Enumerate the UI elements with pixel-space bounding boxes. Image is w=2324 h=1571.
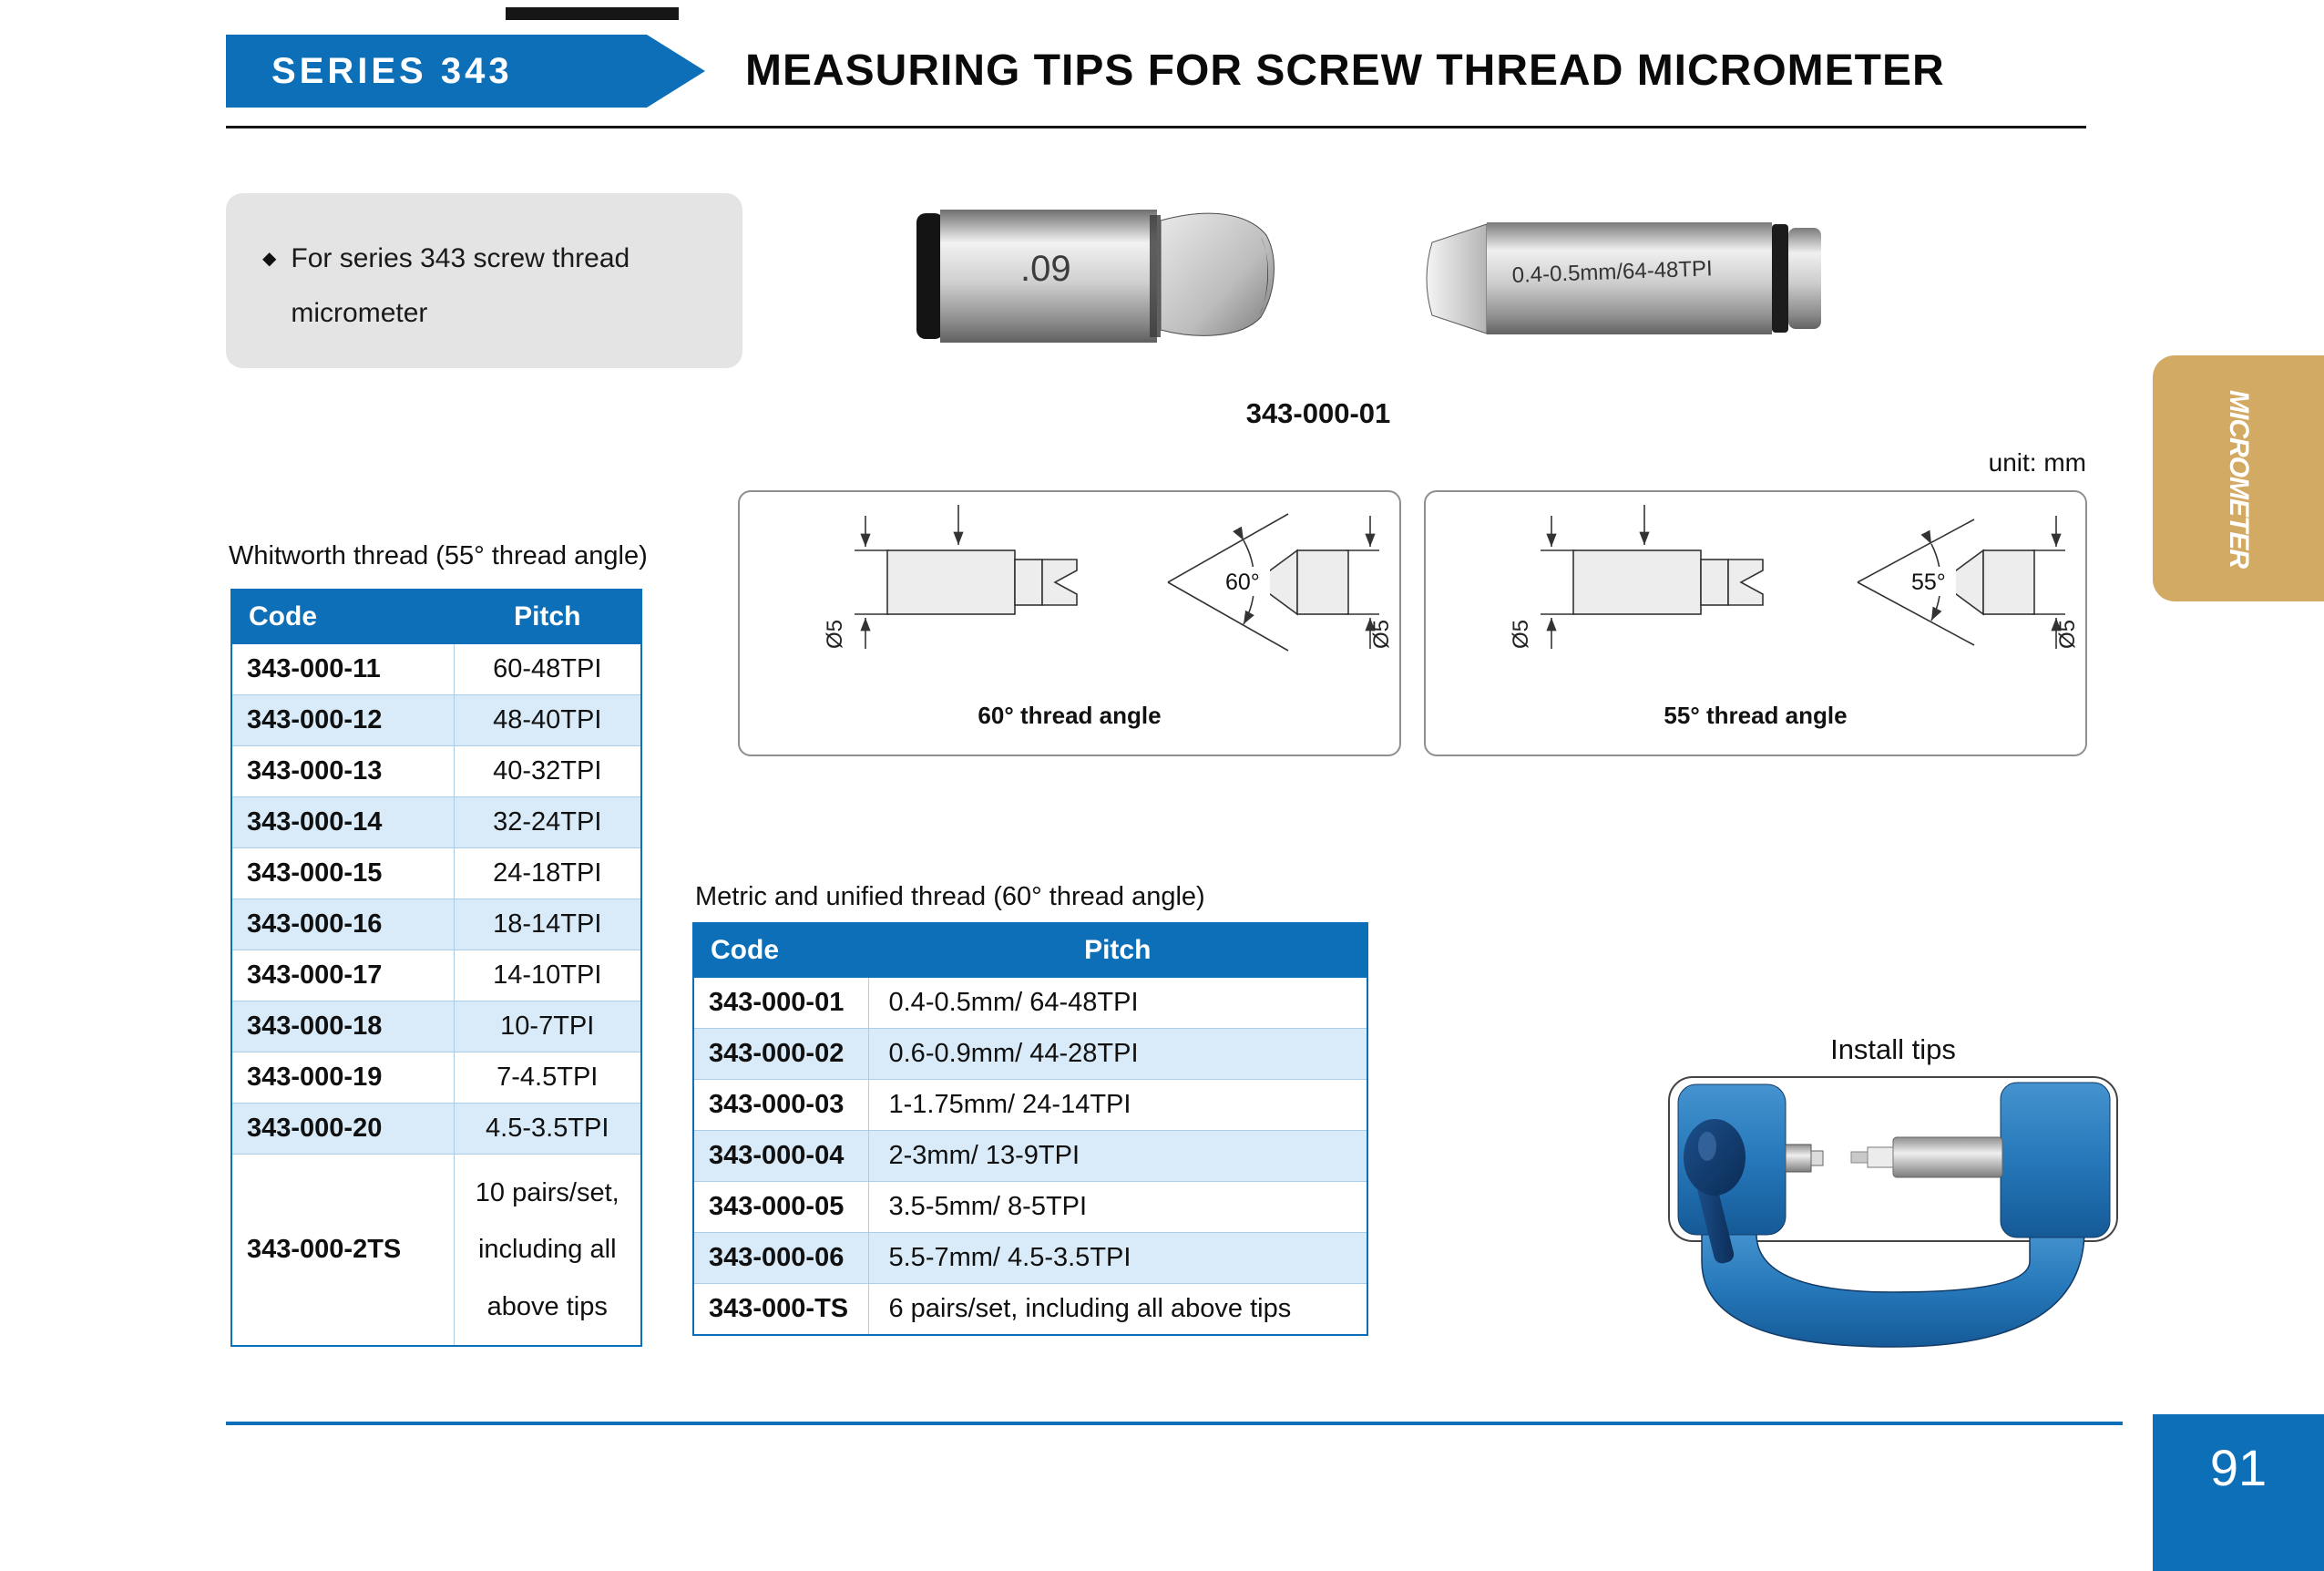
table-header-row (231, 590, 641, 644)
pitch-cell: 0.4-0.5mm/ 64-48TPI (868, 978, 1367, 1029)
micrometer-frame (1702, 1230, 2084, 1347)
tip-marking: .09 (1020, 249, 1071, 289)
diagram-caption: 60° thread angle (978, 702, 1162, 729)
pitch-cell: 3.5-5mm/ 8-5TPI (868, 1182, 1367, 1233)
table-row (231, 848, 641, 899)
code-cell: 343-000-2TS (231, 1155, 454, 1347)
table-row (231, 797, 641, 848)
spindle-tip (1868, 1147, 1893, 1167)
series-badge-arrow (647, 35, 705, 108)
whitworth-table-heading: Whitworth thread (55° thread angle) (229, 541, 648, 570)
page-title: MEASURING TIPS FOR SCREW THREAD MICROMETER (745, 46, 1945, 95)
pitch-cell: 5.5-7mm/ 4.5-3.5TPI (868, 1233, 1367, 1284)
table-row (693, 1029, 1367, 1080)
column-header: Code (693, 923, 868, 978)
table-row (693, 1131, 1367, 1182)
tip-end-cap (916, 213, 944, 339)
diagram-60-thread-angle (738, 490, 1401, 756)
diagram-tip-side-view (1573, 550, 1701, 614)
table-row (231, 1104, 641, 1155)
code-cell: 343-000-18 (231, 1001, 454, 1052)
pitch-cell: 48-40TPI (454, 695, 641, 746)
pitch-cell: 60-48TPI (454, 644, 641, 695)
unit-label: unit: mm (1988, 448, 2086, 477)
page-number: 91 (2209, 1439, 2268, 1496)
table-row (231, 899, 641, 950)
pitch-cell: 1-1.75mm/ 24-14TPI (868, 1080, 1367, 1131)
code-cell: 343-000-17 (231, 950, 454, 1001)
column-header: Pitch (868, 923, 1367, 978)
table-row (231, 695, 641, 746)
code-cell: 343-000-02 (693, 1029, 868, 1080)
pitch-cell: 2-3mm/ 13-9TPI (868, 1131, 1367, 1182)
tip-blade (1161, 213, 1274, 335)
pitch-cell: 24-18TPI (454, 848, 641, 899)
angle-label: 60° (1225, 570, 1260, 595)
metric-table (692, 922, 1368, 1336)
diagram-fork-end (1042, 560, 1077, 605)
diagram-55-thread-angle (1424, 490, 2087, 756)
micrometer-right-body (2001, 1083, 2110, 1237)
code-cell: 343-000-11 (231, 644, 454, 695)
column-header: Pitch (454, 590, 641, 644)
top-edge-mark (506, 7, 679, 20)
anvil-knob (1684, 1119, 1746, 1196)
table-row (231, 1155, 641, 1347)
diamond-bullet-icon: ◆ (262, 249, 277, 269)
table-header-row (693, 923, 1367, 978)
code-cell: 343-000-20 (231, 1104, 454, 1155)
code-cell: 343-000-01 (693, 978, 868, 1029)
code-cell: 343-000-16 (231, 899, 454, 950)
diagram-tip-side-view (887, 550, 1015, 614)
code-cell: 343-000-04 (693, 1131, 868, 1182)
pitch-cell: 40-32TPI (454, 746, 641, 797)
note-text: For series 343 screw thread micrometer (291, 243, 630, 328)
product-photo-tip-60 (911, 200, 1285, 351)
pitch-cell: 10 pairs/set, including all above tips (454, 1155, 641, 1347)
code-cell: 343-000-06 (693, 1233, 868, 1284)
tip-marking: 0.4-0.5mm/64-48TPI (1511, 256, 1714, 288)
pitch-cell: 6 pairs/set, including all above tips (868, 1284, 1367, 1336)
code-cell: 343-000-15 (231, 848, 454, 899)
angle-label: 55° (1911, 570, 1946, 595)
side-tab-micrometer (2153, 355, 2324, 601)
product-photo-tip-labeled (1421, 217, 1827, 340)
table-row (693, 978, 1367, 1029)
whitworth-table (230, 589, 642, 1347)
table-row (231, 644, 641, 695)
pitch-cell: 0.6-0.9mm/ 44-28TPI (868, 1029, 1367, 1080)
anvil-tip (1786, 1145, 1811, 1172)
code-cell: 343-000-05 (693, 1182, 868, 1233)
pitch-cell: 4.5-3.5TPI (454, 1104, 641, 1155)
diagram-caption: 55° thread angle (1664, 702, 1848, 729)
note-box (226, 193, 742, 368)
table-row (693, 1284, 1367, 1336)
page-number-box (2153, 1414, 2324, 1571)
table-row (693, 1233, 1367, 1284)
tip-end-cap (1788, 228, 1821, 329)
series-badge: SERIES 343 (226, 35, 647, 108)
pitch-cell: 14-10TPI (454, 950, 641, 1001)
header-rule (226, 126, 2086, 128)
pitch-cell: 18-14TPI (454, 899, 641, 950)
pitch-cell: 32-24TPI (454, 797, 641, 848)
table-row (231, 746, 641, 797)
diameter-label: Ø5 (1509, 619, 1533, 649)
code-cell: 343-000-TS (693, 1284, 868, 1336)
table-row (693, 1080, 1367, 1131)
code-cell: 343-000-13 (231, 746, 454, 797)
diagram-fork-end (1728, 560, 1763, 605)
footer-rule (226, 1422, 2123, 1425)
code-cell: 343-000-03 (693, 1080, 868, 1131)
side-tab-label: MICROMETER (2224, 389, 2254, 568)
install-tips-label: Install tips (1830, 1033, 1956, 1065)
micrometer-illustration (1665, 1073, 2121, 1379)
code-cell: 343-000-12 (231, 695, 454, 746)
pitch-cell: 7-4.5TPI (454, 1052, 641, 1104)
spindle (1893, 1137, 2002, 1177)
photo-caption: 343-000-01 (1245, 397, 1391, 429)
code-cell: 343-000-14 (231, 797, 454, 848)
diameter-label: Ø5 (823, 619, 847, 649)
table-row (231, 1001, 641, 1052)
table-row (693, 1182, 1367, 1233)
code-cell: 343-000-19 (231, 1052, 454, 1104)
tip-ring (1772, 224, 1788, 333)
diameter-label: Ø5 (2055, 619, 2080, 649)
column-header: Code (231, 590, 454, 644)
table-row (231, 950, 641, 1001)
table-row (231, 1052, 641, 1104)
diameter-label: Ø5 (1369, 619, 1394, 649)
tip-blade (1427, 224, 1487, 334)
pitch-cell: 10-7TPI (454, 1001, 641, 1052)
metric-table-heading: Metric and unified thread (60° thread angle) (695, 882, 1205, 911)
